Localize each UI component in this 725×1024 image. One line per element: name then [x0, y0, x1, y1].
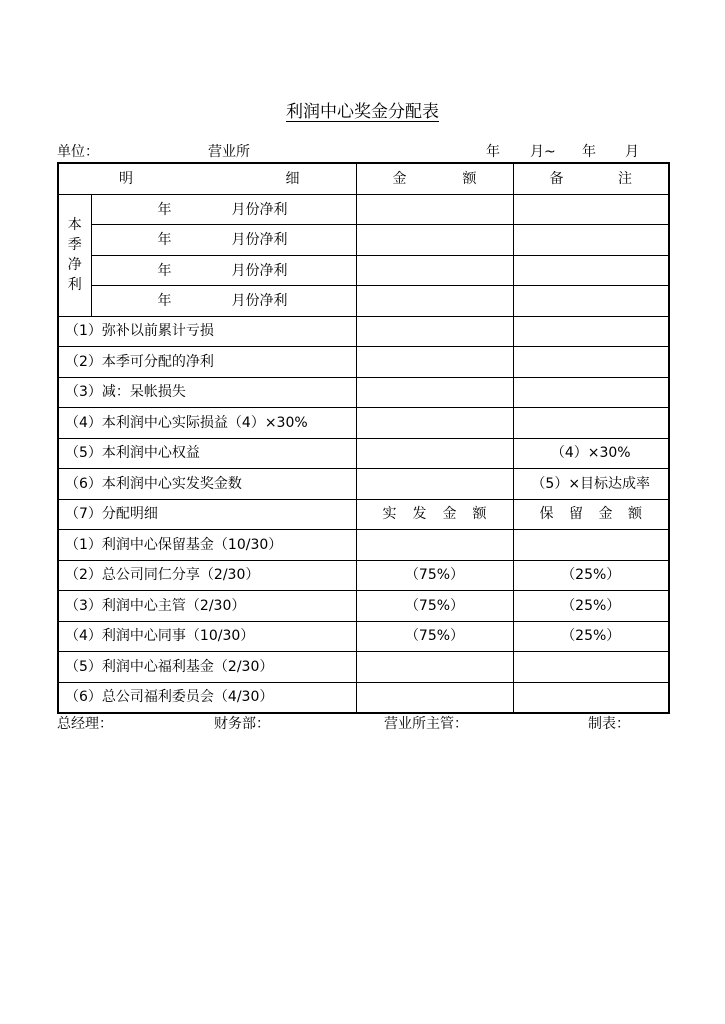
allocation-row	[58, 621, 669, 652]
month-net-profit: 月份净利	[231, 262, 288, 279]
allocation-row-label: （6）总公司福利委员会（4/30）	[58, 682, 356, 713]
bonus-allocation-table	[57, 162, 670, 714]
header-row	[58, 163, 669, 194]
remark-cell[interactable]	[513, 316, 669, 347]
finance-signoff: 财务部：	[214, 716, 270, 732]
month-row	[58, 225, 669, 256]
row-label: （3）减：呆帐损失	[58, 377, 356, 408]
month-year: 年	[157, 293, 172, 309]
prepared-by-signoff: 制表：	[588, 716, 630, 732]
start-year-label: 年	[486, 144, 500, 160]
table-row	[58, 469, 669, 500]
unit-value: 营业所	[208, 144, 250, 160]
remark-cell[interactable]: （5）×目标达成率	[513, 469, 669, 500]
remark-cell[interactable]	[513, 255, 669, 286]
amount-cell[interactable]	[356, 469, 513, 500]
remark-cell[interactable]	[513, 194, 669, 225]
paid-amount-header	[356, 499, 513, 530]
table-row	[58, 347, 669, 378]
amount-cell[interactable]	[356, 225, 513, 256]
month-row	[58, 194, 669, 225]
quarter-char: 本	[67, 217, 82, 233]
month-year: 年	[157, 262, 172, 279]
remark-cell[interactable]	[513, 377, 669, 408]
retained-cell[interactable]	[513, 530, 669, 561]
month-net-profit: 月份净利	[231, 232, 288, 248]
paid-cell[interactable]	[356, 530, 513, 561]
branch-manager-signoff: 营业所主管：	[384, 716, 468, 732]
retained-cell[interactable]: （25%）	[513, 621, 669, 652]
month-row	[58, 255, 669, 286]
amount-cell[interactable]	[356, 255, 513, 286]
allocation-header-row	[58, 499, 669, 530]
month-net-profit: 月份净利	[231, 293, 288, 309]
title-text: 利润中心奖金分配表	[286, 102, 439, 122]
header-detail	[58, 163, 356, 194]
month-row	[58, 286, 669, 317]
row-label: （5）本利润中心权益	[58, 438, 356, 469]
amount-cell[interactable]	[356, 438, 513, 469]
table-row	[58, 316, 669, 347]
amount-cell[interactable]	[356, 377, 513, 408]
amount-cell[interactable]	[356, 347, 513, 378]
general-manager-signoff: 总经理：	[57, 716, 113, 732]
allocation-row	[58, 652, 669, 683]
paid-header-char: 金	[442, 506, 457, 523]
paid-cell[interactable]	[356, 652, 513, 683]
paid-header-char: 发	[412, 506, 427, 523]
paid-header-char: 实	[382, 506, 397, 523]
month-year: 年	[157, 201, 172, 218]
remark-cell[interactable]	[513, 347, 669, 378]
row-label: （4）本利润中心实际损益（4）×30%	[58, 408, 356, 439]
start-month-label: 月~	[530, 144, 556, 160]
month-year: 年	[157, 232, 172, 248]
header-remark-b: 注	[618, 170, 632, 187]
header-amount	[356, 163, 513, 194]
retained-header-char: 金	[598, 506, 613, 523]
allocation-row	[58, 591, 669, 622]
paid-cell[interactable]: （75%）	[356, 560, 513, 591]
remark-cell[interactable]	[513, 286, 669, 317]
allocation-row-label: （3）利润中心主管（2/30）	[58, 591, 356, 622]
retained-cell[interactable]	[513, 652, 669, 683]
amount-cell[interactable]	[356, 316, 513, 347]
unit-label: 单位：	[57, 144, 99, 160]
allocation-row-label: （2）总公司同仁分享（2/30）	[58, 560, 356, 591]
allocation-label: （7）分配明细	[58, 499, 356, 530]
retained-cell[interactable]: （25%）	[513, 560, 669, 591]
table-row	[58, 377, 669, 408]
retained-cell[interactable]	[513, 682, 669, 713]
end-month-label: 月	[625, 144, 639, 160]
end-year-label: 年	[582, 144, 596, 160]
retained-header-char: 保	[539, 506, 554, 523]
retained-header-char: 留	[569, 506, 583, 523]
row-label: （2）本季可分配的净利	[58, 347, 356, 378]
paid-cell[interactable]: （75%）	[356, 591, 513, 622]
header-detail-a: 明	[119, 170, 133, 187]
paid-header-char: 额	[472, 506, 487, 523]
allocation-row	[58, 530, 669, 561]
table-row	[58, 408, 669, 439]
retained-header-char: 额	[628, 506, 642, 523]
paid-cell[interactable]	[356, 682, 513, 713]
retained-cell[interactable]: （25%）	[513, 591, 669, 622]
header-remark	[513, 163, 669, 194]
table-row	[58, 438, 669, 469]
amount-cell[interactable]	[356, 194, 513, 225]
header-remark-a: 备	[549, 170, 564, 187]
allocation-row-label: （5）利润中心福利基金（2/30）	[58, 652, 356, 683]
retained-amount-header	[513, 499, 669, 530]
header-detail-b: 细	[285, 170, 300, 187]
month-label-cell	[91, 286, 356, 317]
quarter-net-profit-label	[58, 194, 91, 316]
month-label-cell	[91, 225, 356, 256]
remark-cell[interactable]	[513, 408, 669, 439]
amount-cell[interactable]	[356, 408, 513, 439]
quarter-char: 净	[67, 257, 82, 273]
amount-cell[interactable]	[356, 286, 513, 317]
allocation-row-label: （4）利润中心同事（10/30）	[58, 621, 356, 652]
allocation-row-label: （1）利润中心保留基金（10/30）	[58, 530, 356, 561]
header-amount-b: 额	[462, 170, 477, 187]
allocation-row	[58, 560, 669, 591]
allocation-row	[58, 682, 669, 713]
header-amount-a: 金	[392, 170, 407, 187]
remark-cell[interactable]: （4）×30%	[513, 438, 669, 469]
document-title	[0, 100, 725, 124]
remark-cell[interactable]	[513, 225, 669, 256]
month-label-cell	[91, 255, 356, 286]
row-label: （6）本利润中心实发奖金数	[58, 469, 356, 500]
paid-cell[interactable]: （75%）	[356, 621, 513, 652]
row-label: （1）弥补以前累计亏损	[58, 316, 356, 347]
month-net-profit: 月份净利	[231, 201, 288, 218]
quarter-char: 季	[67, 237, 82, 253]
quarter-char: 利	[67, 277, 82, 293]
month-label-cell	[91, 194, 356, 225]
